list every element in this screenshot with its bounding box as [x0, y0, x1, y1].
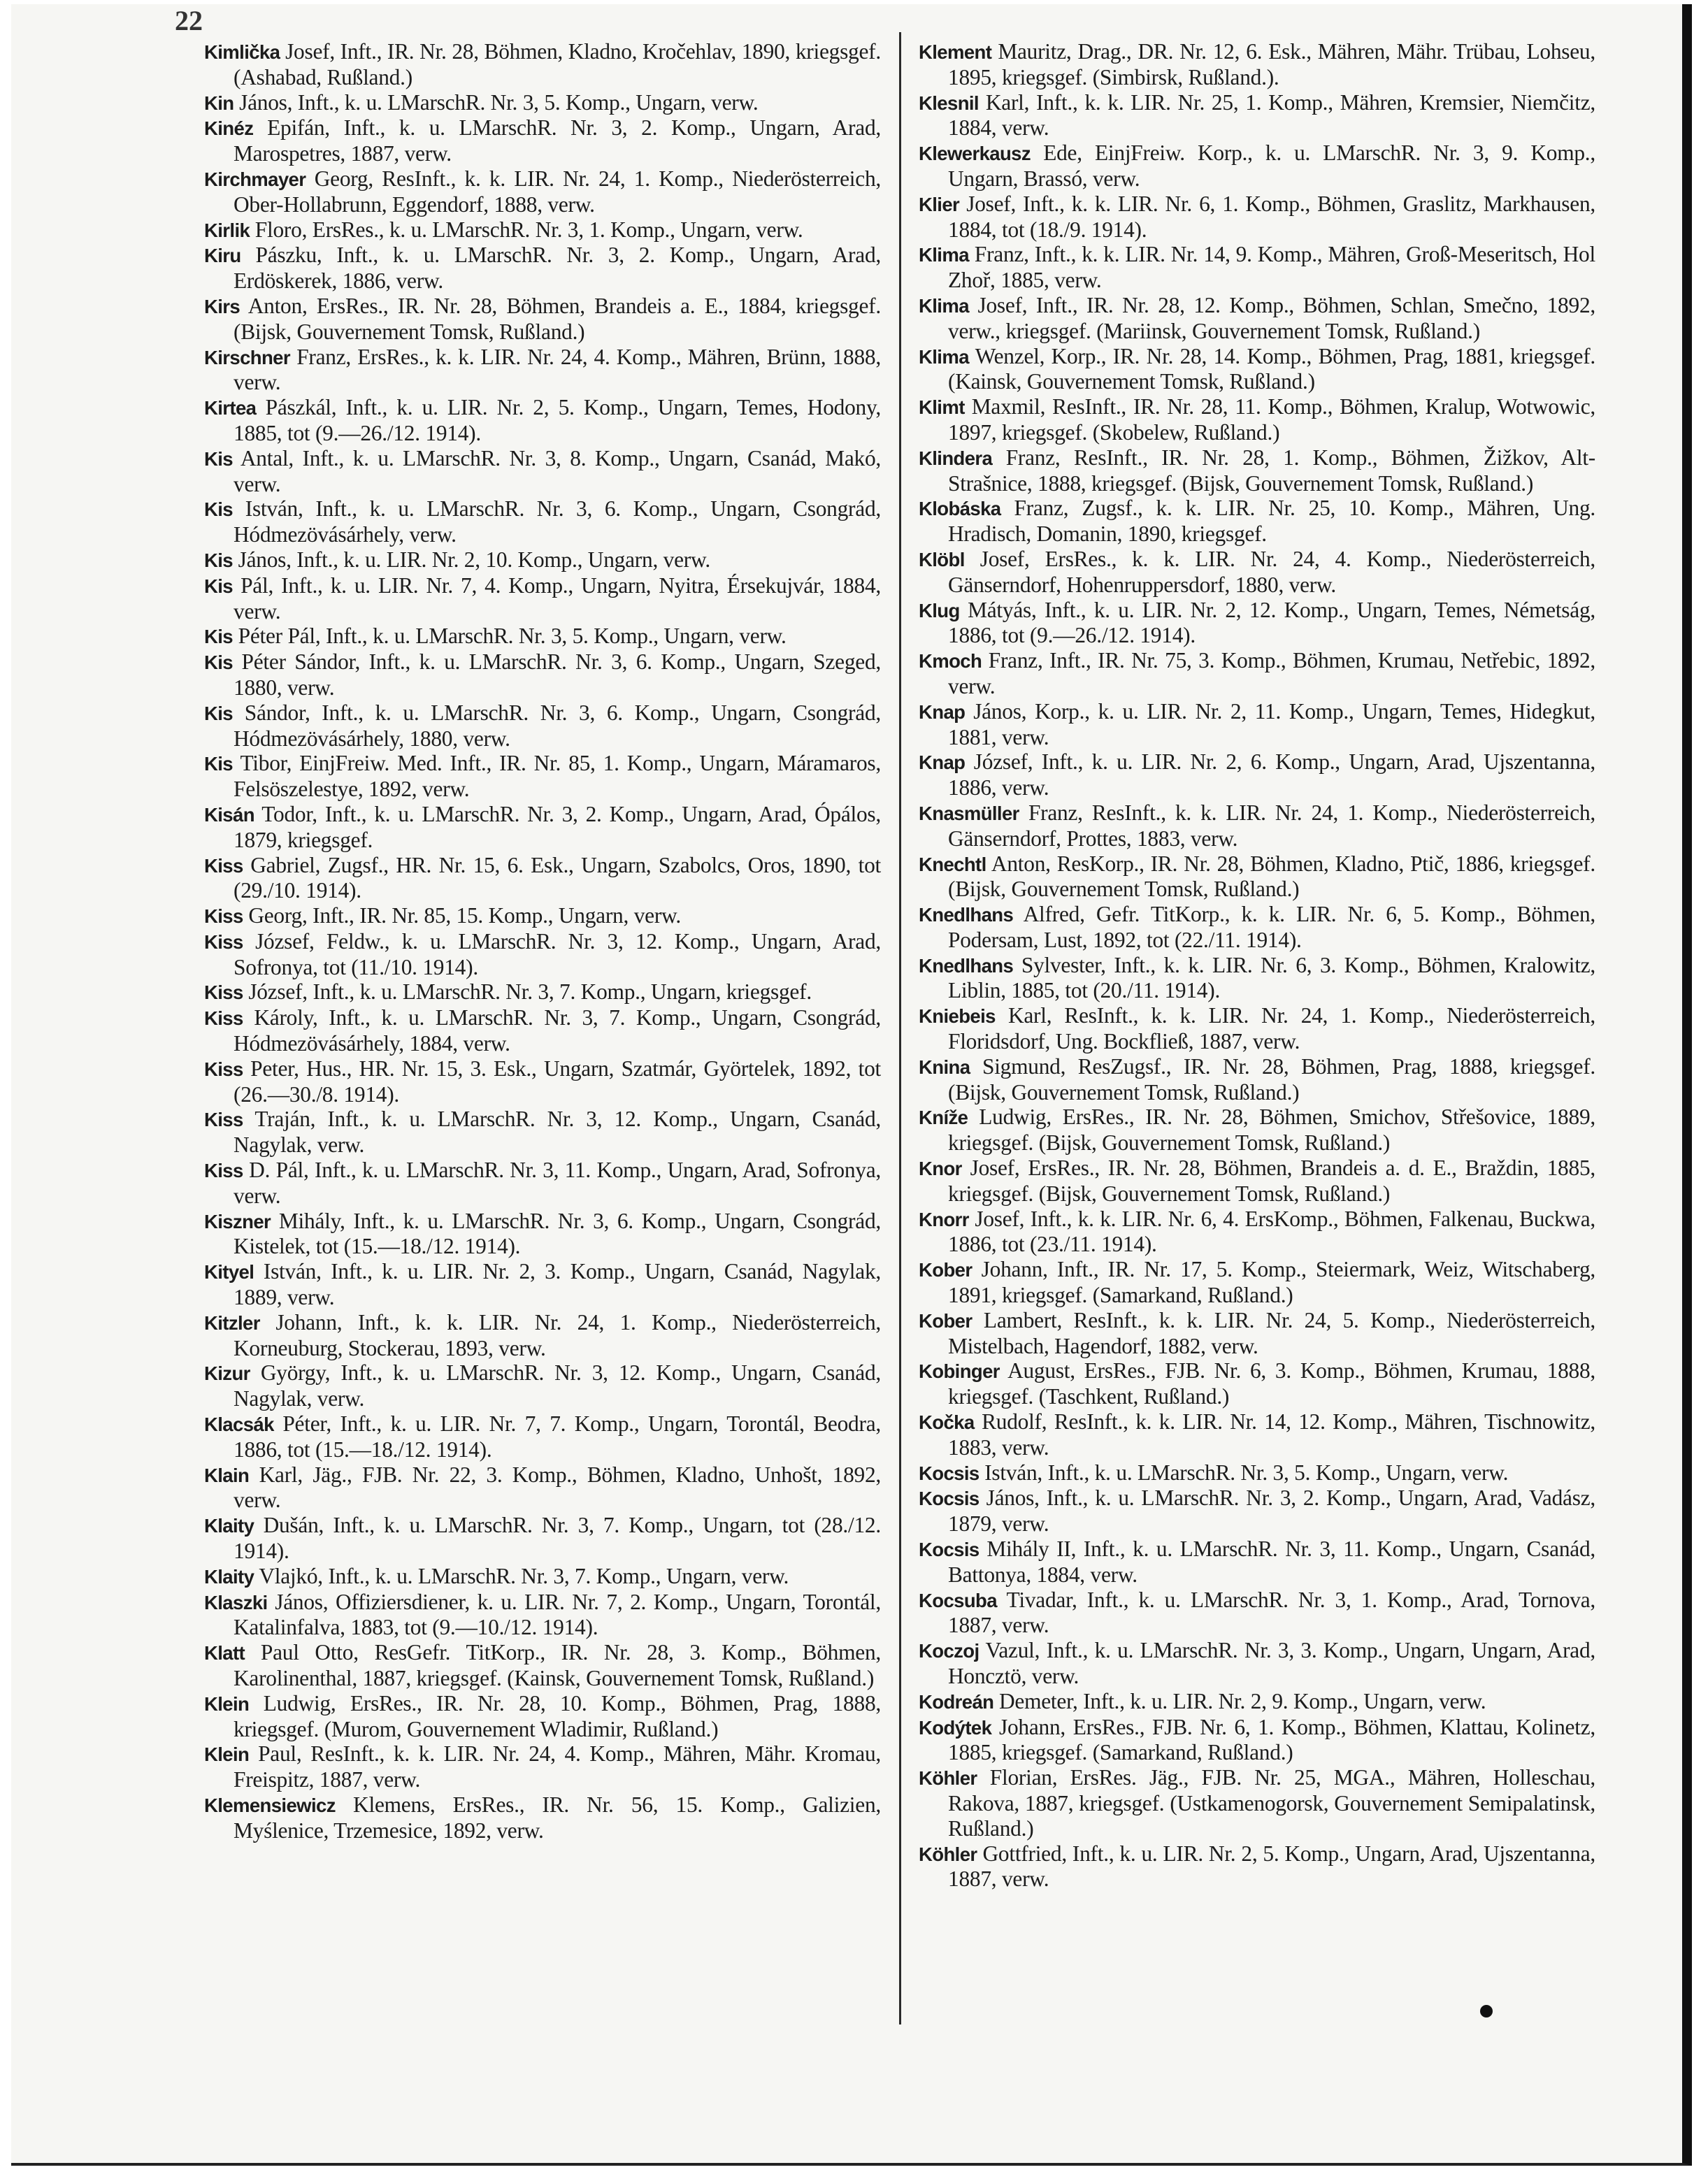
entry-details: Vlajkó, Inft., k. u. LMarschR. Nr. 3, 7. Komp., Ungarn, verw. — [259, 1563, 789, 1588]
entry-details: Josef, Inft., IR. Nr. 28, 12. Komp., Böhmen, Schlan, Smečno, 1892, verw., kriegsgef. (Mariinsk, Gouvernement Tomsk, Rußland.) — [948, 292, 1595, 343]
list-entry — [919, 800, 1595, 851]
list-entry — [919, 141, 1595, 192]
entry-surname: Kodreán — [919, 1690, 994, 1713]
entry-surname: Kis — [204, 702, 233, 724]
page-number: 22 — [175, 5, 203, 36]
entry-details: Josef, Inft., IR. Nr. 28, Böhmen, Kladno, Kročehlav, 1890, kriegsgef. (Ashabad, Rußland.) — [234, 39, 881, 89]
list-entry — [919, 699, 1595, 750]
list-entry — [204, 1691, 881, 1742]
entry-surname: Knap — [919, 700, 966, 723]
entry-details: Sigmund, ResZugsf., IR. Nr. 28, Böhmen, Prag, 1888, kriegsgef. (Bijsk, Gouvernement Tomsk, Rußland.) — [948, 1053, 1595, 1105]
entry-surname: Kobinger — [919, 1360, 1000, 1383]
list-entry — [204, 115, 881, 166]
list-entry — [204, 1107, 881, 1158]
entry-surname: Knorr — [919, 1208, 969, 1230]
entry-surname: Klaity — [204, 1515, 254, 1537]
list-entry — [919, 1105, 1595, 1156]
list-entry — [919, 90, 1595, 141]
entry-surname: Kirlik — [204, 219, 250, 241]
entry-details: István, Inft., k. u. LMarschR. Nr. 3, 6. Komp., Ungarn, Csongrád, Hódmezövásárhely, verw. — [234, 496, 881, 547]
list-entry — [204, 649, 881, 700]
list-entry — [919, 851, 1595, 902]
entry-surname: Kis — [204, 626, 233, 648]
entry-surname: Knechtl — [919, 853, 986, 875]
entry-details: Alfred, Gefr. TitKorp., k. k. LIR. Nr. 6, 5. Komp., Böhmen, Podersam, Lust, 1892, tot (22./11. 1914). — [948, 902, 1595, 952]
list-entry — [919, 1486, 1595, 1537]
entry-details: Josef, ErsRes., k. k. LIR. Nr. 24, 4. Komp., Niederösterreich, Gänserndorf, Hohenruppersdorf, 1880, verw. — [948, 546, 1595, 597]
entry-surname: Kis — [204, 498, 233, 521]
list-entry — [204, 1513, 881, 1564]
list-entry — [919, 1308, 1595, 1359]
entry-details: Epifán, Inft., k. u. LMarschR. Nr. 3, 2. Komp., Ungarn, Arad, Marospetres, 1887, verw. — [234, 115, 881, 166]
entry-surname: Kocsis — [919, 1539, 979, 1561]
entry-surname: Kis — [204, 753, 233, 775]
entry-details: Pál, Inft., k. u. LIR. Nr. 7, 4. Komp., Ungarn, Nyitra, Érsekujvár, 1884, verw. — [234, 573, 881, 624]
entry-details: Johann, ErsRes., FJB. Nr. 6, 1. Komp., Böhmen, Klattau, Kolinetz, 1885, kriegsgef. (Samarkand, Rußland.) — [948, 1714, 1595, 1765]
entry-surname: Kis — [204, 652, 233, 674]
list-entry — [204, 1640, 881, 1691]
entry-details: Mihály II, Inft., k. u. LMarschR. Nr. 3, 11. Komp., Ungarn, Csanád, Battonya, 1884, verw. — [948, 1537, 1595, 1587]
entry-details: Wenzel, Korp., IR. Nr. 28, 14. Komp., Böhmen, Prag, 1881, kriegsgef. (Kainsk, Gouvernement Tomsk, Rußland.) — [948, 343, 1595, 394]
list-entry — [919, 39, 1595, 90]
entry-details: János, Inft., k. u. LMarschR. Nr. 3, 5. Komp., Ungarn, verw. — [239, 89, 759, 115]
entry-surname: Kimlička — [204, 41, 280, 63]
list-entry — [204, 751, 881, 802]
entry-details: Franz, ResInft., k. k. LIR. Nr. 24, 1. Komp., Niederösterreich, Gänserndorf, Prottes, 1883, verw. — [948, 800, 1596, 851]
entry-surname: Klindera — [919, 447, 993, 469]
list-entry — [204, 547, 881, 573]
entry-surname: Klemensiewicz — [204, 1794, 336, 1816]
list-entry — [204, 1005, 881, 1056]
entry-surname: Kirchmayer — [204, 168, 306, 190]
list-entry — [204, 446, 881, 497]
entry-details: Karl, ResInft., k. k. LIR. Nr. 24, 1. Komp., Niederösterreich, Floridsdorf, Ung. Bockfließ, 1887, verw. — [948, 1003, 1595, 1054]
list-entry — [204, 1259, 881, 1310]
entry-surname: Kodýtek — [919, 1716, 992, 1739]
list-entry — [919, 902, 1595, 953]
list-entry — [919, 749, 1595, 800]
entry-surname: Kiszner — [204, 1210, 271, 1232]
list-entry — [204, 929, 881, 980]
entry-surname: Kirs — [204, 295, 241, 317]
list-entry — [919, 1358, 1595, 1409]
entry-surname: Kiss — [204, 905, 243, 928]
list-entry — [204, 903, 881, 929]
entry-details: Paul Otto, ResGefr. TitKorp., IR. Nr. 28, 3. Komp., Böhmen, Karolinenthal, 1887, kriegsgef. (Kainsk, Gouvernement Tomsk, Rußland.) — [234, 1640, 881, 1690]
entry-details: Georg, Inft., IR. Nr. 85, 15. Komp., Ungarn, verw. — [248, 903, 682, 928]
list-entry — [919, 192, 1595, 243]
entry-surname: Koczoj — [919, 1640, 979, 1662]
entry-surname: Kiss — [204, 981, 243, 1004]
entry-surname: Kityel — [204, 1261, 254, 1283]
list-entry — [204, 1741, 881, 1792]
entry-surname: Klain — [204, 1464, 250, 1486]
entry-details: György, Inft., k. u. LMarschR. Nr. 3, 12. Komp., Ungarn, Csanád, Nagylak, verw. — [234, 1360, 881, 1411]
list-entry — [204, 496, 881, 547]
entry-details: Péter Pál, Inft., k. u. LMarschR. Nr. 3, 5. Komp., Ungarn, verw. — [238, 624, 787, 649]
list-entry — [204, 90, 881, 116]
entry-details: Anton, ResKorp., IR. Nr. 28, Böhmen, Kladno, Ptič, 1886, kriegsgef. (Bijsk, Gouvernement Tomsk, Rußland.) — [948, 851, 1595, 902]
list-entry — [919, 496, 1595, 547]
list-entry — [204, 1590, 881, 1641]
column-divider — [899, 32, 901, 2024]
entry-details: Paul, ResInft., k. k. LIR. Nr. 24, 4. Komp., Mähren, Mähr. Kromau, Freispitz, 1887, verw. — [234, 1741, 881, 1792]
list-entry — [919, 547, 1595, 598]
entry-surname: Klimt — [919, 396, 965, 419]
list-entry — [919, 1257, 1595, 1308]
entry-details: János, Inft., k. u. LMarschR. Nr. 3, 2. Komp., Ungarn, Arad, Vadász, 1879, verw. — [948, 1486, 1595, 1537]
entry-details: Lambert, ResInft., k. k. LIR. Nr. 24, 5. Komp., Niederösterreich, Mistelbach, Hagendorf, 1882, verw. — [948, 1307, 1595, 1358]
list-entry — [919, 1715, 1595, 1766]
entry-surname: Klug — [919, 599, 960, 621]
entry-surname: Knasmüller — [919, 802, 1019, 824]
entry-surname: Klesnil — [919, 92, 979, 114]
list-entry — [204, 1411, 881, 1462]
entry-surname: Knor — [919, 1158, 962, 1180]
entry-details: Sándor, Inft., k. u. LMarschR. Nr. 3, 6. Komp., Ungarn, Csongrád, Hódmezövásárhely, 1880, verw. — [234, 700, 881, 751]
entry-surname: Kiru — [204, 245, 241, 267]
entry-details: Mátyás, Inft., k. u. LIR. Nr. 2, 12. Komp., Ungarn, Temes, Németság, 1886, tot (9.—26./12. 1914). — [948, 597, 1595, 648]
list-entry — [204, 573, 881, 624]
entry-surname: Köhler — [919, 1843, 977, 1865]
list-entry — [204, 166, 881, 217]
list-entry — [204, 1564, 881, 1590]
entry-details: Georg, ResInft., k. k. LIR. Nr. 24, 1. Komp., Niederösterreich, Ober-Hollabrunn, Eggendorf, 1888, verw. — [234, 166, 882, 217]
entry-surname: Klaszki — [204, 1591, 268, 1613]
list-entry — [919, 1207, 1595, 1258]
list-entry — [919, 1765, 1595, 1841]
list-entry — [919, 1054, 1595, 1105]
entry-surname: Kin — [204, 92, 234, 114]
list-entry — [204, 1056, 881, 1107]
right-column — [919, 39, 1595, 1892]
entry-surname: Kober — [919, 1309, 973, 1332]
list-entry — [204, 700, 881, 751]
list-entry — [919, 953, 1595, 1004]
entry-details: Sylvester, Inft., k. k. LIR. Nr. 6, 3. Komp., Böhmen, Kralowitz, Liblin, 1885, tot (20./11. 1914). — [948, 952, 1595, 1003]
entry-details: Johann, Inft., k. k. LIR. Nr. 24, 1. Komp., Niederösterreich, Korneuburg, Stockerau, 1893, verw. — [234, 1309, 881, 1360]
entry-surname: Kiss — [204, 1007, 243, 1030]
list-entry — [919, 1003, 1595, 1054]
list-entry — [204, 1360, 881, 1411]
list-entry — [919, 648, 1595, 699]
list-entry — [204, 979, 881, 1005]
list-entry — [919, 293, 1595, 344]
entry-details: János, Offiziersdiener, k. u. LIR. Nr. 7, 2. Komp., Ungarn, Torontál, Katalinfalva, 1883, tot (9.—10./12. 1914). — [234, 1589, 881, 1640]
document-page — [11, 4, 1692, 2166]
list-entry — [204, 395, 881, 446]
entry-surname: Kis — [204, 447, 233, 470]
entry-details: Florian, ErsRes. Jäg., FJB. Nr. 25, MGA., Mähren, Holleschau, Rakova, 1887, kriegsgef. (Ustkamenogorsk, Gouvernement Semipalatinsk, Rußland.) — [948, 1765, 1595, 1841]
entry-surname: Klier — [919, 193, 960, 215]
entry-details: Károly, Inft., k. u. LMarschR. Nr. 3, 7. Komp., Ungarn, Csongrád, Hódmezövásárhely, 1884, verw. — [234, 1005, 881, 1056]
entry-details: Todor, Inft., k. u. LMarschR. Nr. 3, 2. Komp., Ungarn, Arad, Ópálos, 1879, kriegsgef. — [234, 801, 881, 852]
list-entry — [204, 802, 881, 853]
entry-surname: Kober — [919, 1259, 973, 1281]
entry-surname: Kocsuba — [919, 1589, 997, 1611]
entry-details: István, Inft., k. u. LMarschR. Nr. 3, 5. Komp., Ungarn, verw. — [984, 1460, 1509, 1485]
entry-details: János, Inft., k. u. LIR. Nr. 2, 10. Komp., Ungarn, verw. — [238, 547, 710, 572]
entry-details: Klemens, ErsRes., IR. Nr. 56, 15. Komp., Galizien, Myślenice, Trzemesice, 1892, verw. — [234, 1792, 881, 1843]
entry-surname: Kiss — [204, 1160, 243, 1182]
entry-details: József, Feldw., k. u. LMarschR. Nr. 3, 12. Komp., Ungarn, Arad, Sofronya, tot (11./10. 1914). — [234, 928, 881, 979]
entry-details: Gottfried, Inft., k. u. LIR. Nr. 2, 5. Komp., Ungarn, Arad, Ujszentanna, 1887, verw. — [948, 1841, 1595, 1892]
list-entry — [204, 243, 881, 294]
entry-surname: Klaity — [204, 1565, 254, 1588]
entry-surname: Kniebeis — [919, 1005, 996, 1028]
entry-surname: Kiss — [204, 1058, 243, 1080]
list-entry — [919, 1460, 1595, 1486]
entry-surname: Kitzler — [204, 1311, 260, 1334]
entry-surname: Kirtea — [204, 397, 257, 419]
bullet-mark — [1480, 2005, 1493, 2018]
entry-details: D. Pál, Inft., k. u. LMarschR. Nr. 3, 11. Komp., Ungarn, Arad, Sofronya, verw. — [234, 1158, 881, 1208]
entry-surname: Klein — [204, 1692, 250, 1715]
entry-surname: Knedlhans — [919, 954, 1014, 977]
entry-details: Péter, Inft., k. u. LIR. Nr. 7, 7. Komp., Ungarn, Torontál, Beodra, 1886, tot (15.—18./12. 1914). — [234, 1411, 881, 1462]
entry-surname: Kocsis — [919, 1488, 979, 1510]
list-entry — [204, 345, 881, 396]
entry-details: Gabriel, Zugsf., HR. Nr. 15, 6. Esk., Ungarn, Szabolcs, Oros, 1890, tot (29./10. 1914). — [234, 852, 881, 903]
list-entry — [919, 1409, 1595, 1460]
list-entry — [204, 294, 881, 345]
list-entry — [919, 1689, 1595, 1715]
entry-details: Maxmil, ResInft., IR. Nr. 28, 11. Komp., Böhmen, Kralup, Wotwowic, 1897, kriegsgef. (Skobelew, Rußland.) — [948, 394, 1595, 445]
entry-details: Anton, ErsRes., IR. Nr. 28, Böhmen, Brandeis a. E., 1884, kriegsgef. (Bijsk, Gouvernement Tomsk, Rußland.) — [234, 293, 881, 344]
entry-surname: Klima — [919, 294, 969, 317]
entry-surname: Klein — [204, 1743, 250, 1766]
entry-surname: Klatt — [204, 1642, 245, 1664]
entry-details: Péter Sándor, Inft., k. u. LMarschR. Nr. 3, 6. Komp., Ungarn, Szeged, 1880, verw. — [234, 649, 881, 700]
entry-details: Dušán, Inft., k. u. LMarschR. Nr. 3, 7. Komp., Ungarn, tot (28./12. 1914). — [234, 1513, 881, 1564]
entry-details: Karl, Jäg., FJB. Nr. 22, 3. Komp., Böhmen, Kladno, Unhošt, 1892, verw. — [234, 1462, 882, 1513]
entry-details: Rudolf, ResInft., k. k. LIR. Nr. 14, 12. Komp., Mähren, Tischnowitz, 1883, verw. — [948, 1409, 1595, 1460]
entry-surname: Kis — [204, 549, 233, 571]
entry-surname: Kisán — [204, 803, 254, 826]
list-entry — [919, 242, 1595, 293]
list-entry — [919, 1588, 1595, 1639]
list-entry — [919, 1638, 1595, 1689]
list-entry — [204, 217, 881, 243]
entry-details: August, ErsRes., FJB. Nr. 6, 3. Komp., Böhmen, Krumau, 1888, kriegsgef. (Taschkent, Rußland.) — [948, 1358, 1596, 1409]
entry-details: Josef, Inft., k. k. LIR. Nr. 6, 1. Komp., Böhmen, Graslitz, Markhausen, 1884, tot (18./9. 1914). — [948, 191, 1595, 242]
list-entry — [919, 1537, 1595, 1588]
list-entry — [919, 344, 1595, 395]
entry-surname: Knedlhans — [919, 904, 1014, 926]
entry-details: Demeter, Inft., k. u. LIR. Nr. 2, 9. Komp., Ungarn, verw. — [998, 1688, 1486, 1713]
entry-details: Josef, Inft., k. k. LIR. Nr. 6, 4. ErsKomp., Böhmen, Falkenau, Buckwa, 1886, tot (23./11. 1914). — [948, 1206, 1595, 1257]
entry-surname: Kmoch — [919, 650, 982, 673]
entry-surname: Kiss — [204, 854, 243, 877]
entry-surname: Klement — [919, 41, 992, 63]
entry-details: Franz, ResInft., IR. Nr. 28, 1. Komp., Böhmen, Žižkov, Alt-Strašnice, 1888, kriegsgef. (Bijsk, Gouvernement Tomsk, Rußland.) — [948, 445, 1595, 496]
list-entry — [204, 1209, 881, 1260]
entry-details: Karl, Inft., k. k. LIR. Nr. 25, 1. Komp., Mähren, Kremsier, Niemčitz, 1884, verw. — [948, 89, 1595, 141]
list-entry — [204, 624, 881, 649]
entry-surname: Kizur — [204, 1362, 250, 1385]
entry-details: Franz, Inft., k. k. LIR. Nr. 14, 9. Komp., Mähren, Groß-Meseritsch, Hol Zhoř, 1885, verw. — [948, 242, 1595, 293]
entry-details: Mihály, Inft., k. u. LMarschR. Nr. 3, 6. Komp., Ungarn, Csongrád, Kistelek, tot (15.—18./12. 1914). — [234, 1208, 881, 1259]
entry-details: Ludwig, ErsRes., IR. Nr. 28, Böhmen, Smichov, Střešovice, 1889, kriegsgef. (Bijsk, Gouvernement Tomsk, Rußland.) — [948, 1105, 1595, 1156]
list-entry — [204, 853, 881, 904]
entry-surname: Kis — [204, 575, 233, 597]
entry-details: Johann, Inft., IR. Nr. 17, 5. Komp., Steiermark, Weiz, Witschaberg, 1891, kriegsgef. (Samarkand, Rußland.) — [948, 1257, 1595, 1308]
entry-surname: Klacsák — [204, 1414, 274, 1436]
entry-details: Josef, ErsRes., IR. Nr. 28, Böhmen, Brandeis a. d. E., Braždin, 1885, kriegsgef. (Bijsk, Gouvernement Tomsk, Rußland.) — [948, 1156, 1595, 1206]
entry-surname: Klewerkausz — [919, 143, 1031, 165]
entry-details: József, Inft., k. u. LIR. Nr. 2, 6. Komp., Ungarn, Arad, Ujszentanna, 1886, verw. — [948, 749, 1595, 800]
list-entry — [204, 1462, 881, 1513]
list-entry — [919, 445, 1595, 496]
entry-details: Pászku, Inft., k. u. LMarschR. Nr. 3, 2. Komp., Ungarn, Arad, Erdöskerek, 1886, verw. — [234, 243, 881, 294]
entry-details: Floro, ErsRes., k. u. LMarschR. Nr. 3, 1. Komp., Ungarn, verw. — [254, 217, 803, 242]
entry-details: Traján, Inft., k. u. LMarschR. Nr. 3, 12. Komp., Ungarn, Csanád, Nagylak, verw. — [234, 1107, 881, 1158]
entry-surname: Kiss — [204, 1109, 243, 1131]
entry-details: Franz, Zugsf., k. k. LIR. Nr. 25, 10. Komp., Mähren, Ung. Hradisch, Domanin, 1890, kriegsgef. — [948, 496, 1595, 547]
entry-details: Franz, ErsRes., k. k. LIR. Nr. 24, 4. Komp., Mähren, Brünn, 1888, verw. — [234, 344, 881, 395]
entry-details: Antal, Inft., k. u. LMarschR. Nr. 3, 8. Komp., Ungarn, Csanád, Makó, verw. — [234, 445, 881, 496]
list-entry — [204, 1792, 881, 1843]
entry-surname: Kiss — [204, 930, 243, 953]
entry-surname: Kočka — [919, 1411, 975, 1434]
list-entry — [204, 39, 881, 90]
entry-surname: Kníže — [919, 1107, 968, 1129]
entry-details: Ludwig, ErsRes., IR. Nr. 28, 10. Komp., Böhmen, Prag, 1888, kriegsgef. (Murom, Gouvernement Wladimir, Rußland.) — [234, 1690, 881, 1741]
entry-surname: Klöbl — [919, 548, 965, 570]
list-entry — [919, 598, 1595, 649]
entry-details: Franz, Inft., IR. Nr. 75, 3. Komp., Böhmen, Krumau, Netřebic, 1892, verw. — [948, 648, 1595, 698]
entry-surname: Kocsis — [919, 1462, 979, 1484]
entry-surname: Klima — [919, 244, 969, 266]
entry-details: József, Inft., k. u. LMarschR. Nr. 3, 7. Komp., Ungarn, kriegsgef. — [248, 979, 812, 1005]
list-entry — [919, 1156, 1595, 1207]
entry-surname: Kirschner — [204, 346, 290, 368]
entry-details: Pászkál, Inft., k. u. LIR. Nr. 2, 5. Komp., Ungarn, Temes, Hodony, 1885, tot (9.—26./12. 1914). — [234, 395, 881, 445]
list-entry — [919, 1841, 1595, 1892]
list-entry — [204, 1158, 881, 1209]
list-entry — [919, 394, 1595, 445]
entry-details: János, Korp., k. u. LIR. Nr. 2, 11. Komp., Ungarn, Temes, Hidegkut, 1881, verw. — [948, 698, 1595, 749]
entry-details: Mauritz, Drag., DR. Nr. 12, 6. Esk., Mähren, Mähr. Trübau, Lohseu, 1895, kriegsgef. (Simbirsk, Rußland.). — [948, 39, 1595, 89]
entry-details: Tivadar, Inft., k. u. LMarschR. Nr. 3, 1. Komp., Arad, Tornova, 1887, verw. — [948, 1587, 1596, 1638]
entry-surname: Klobáska — [919, 498, 1001, 520]
entry-details: István, Inft., k. u. LIR. Nr. 2, 3. Komp., Ungarn, Csanád, Nagylak, 1889, verw. — [234, 1259, 881, 1310]
entry-surname: Klima — [919, 345, 969, 368]
list-entry — [204, 1310, 881, 1361]
entry-details: Tibor, EinjFreiw. Med. Inft., IR. Nr. 85, 1. Komp., Ungarn, Máramaros, Felsöszelestye, 1892, verw. — [234, 751, 881, 802]
entry-details: Ede, EinjFreiw. Korp., k. u. LMarschR. Nr. 3, 9. Komp., Ungarn, Brassó, verw. — [948, 141, 1595, 191]
left-column — [204, 39, 881, 1843]
entry-details: Peter, Hus., HR. Nr. 15, 3. Esk., Ungarn, Szatmár, Györtelek, 1892, tot (26.—30./8. 1914). — [234, 1056, 881, 1107]
entry-surname: Knap — [919, 751, 966, 774]
entry-surname: Kinéz — [204, 117, 254, 140]
entry-surname: Köhler — [919, 1767, 977, 1790]
entry-details: Vazul, Inft., k. u. LMarschR. Nr. 3, 3. Komp., Ungarn, Ungarn, Arad, Honcztö, verw. — [948, 1638, 1596, 1688]
entry-surname: Knina — [919, 1056, 970, 1078]
